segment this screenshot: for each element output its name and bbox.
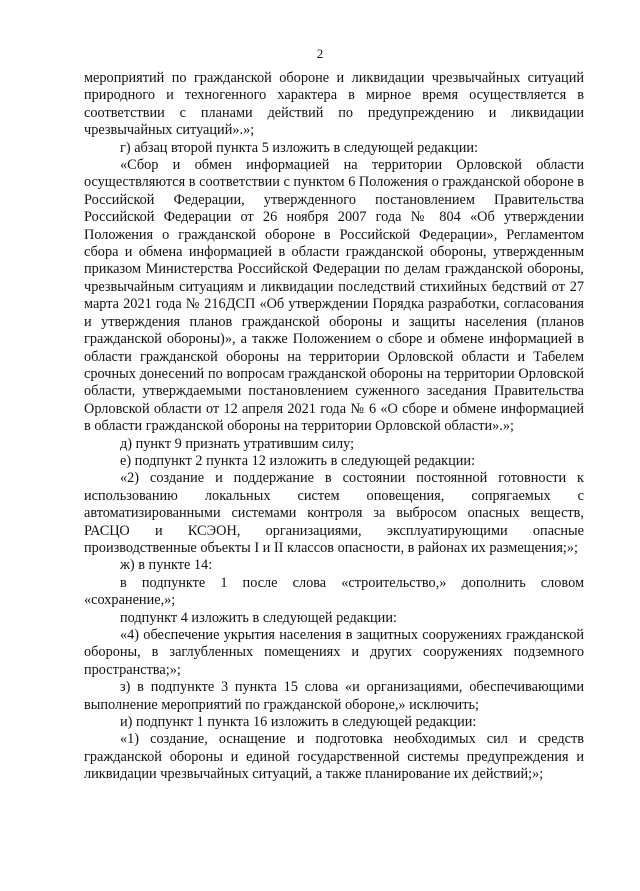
document-body [84,70,584,784]
paragraph-subitem-4-intro: подпункт 4 изложить в следующей редакции: [120,609,397,626]
paragraph-item-zh: ж) в пункте 14: [120,557,213,574]
paragraph-subitem-1-change: в подпункте 1 после слова «строительство,» дополнить словом «сохранение,»; [84,574,584,609]
paragraph-item-g: г) абзац второй пункта 5 изложить в следующей редакции: [120,139,478,156]
paragraph-quote-subitem-2: «2) создание и поддержание в состоянии постоянной готовности к использованию локальных систем оповещения, сопрягаемых с автоматизированными системами контроля за выбросом опасных веществ, РАСЦО и КСЭОН, организациями, эксплуатирующими опасные производственные объекты I и II классов опасности, в районах их размещения;»; [84,470,584,556]
paragraph-continuation: мероприятий по гражданской обороне и ликвидации чрезвычайных ситуаций природного и техногенного характера в мирное время осуществляется в соответствии с планами действий по предупреждению и ликвидации чрезвычайных ситуаций».»; [84,70,584,139]
page-number: 2 [316,46,324,61]
paragraph-item-z: з) в подпункте 3 пункта 15 слова «и организациями, обеспечивающими выполнение мероприятий по гражданской обороне,» исключить; [84,679,584,713]
paragraph-item-e: е) подпункт 2 пункта 12 изложить в следующей редакции: [120,452,476,469]
paragraph-quote-subitem-4: «4) обеспечение укрытия населения в защитных сооружениях гражданской обороны, в заглубленных помещениях и других сооружениях подземного пространства;»; [84,627,584,678]
paragraph-quote-subitem-1: «1) создание, оснащение и подготовка необходимых сил и средств гражданской обороны и единой государственной системы предупреждения и ликвидации чрезвычайных ситуаций, а также планирование их действий;»; [84,731,584,783]
paragraph-quote-info-exchange: «Сбор и обмен информацией на территории Орловской области осуществляются в соответствии с пунктом 6 Положения о гражданской обороне в Российской Федерации, утвержденного постановлением Правительства Российской Федерации от 26 ноября 2007 года № 804 «Об утверждении Положения о гражданской обороне в Российской Федерации», Регламентом сбора и обмена информацией в области гражданской обороны, утвержденным приказом Министерства Российской Федерации по делам гражданской обороны, чрезвычайным ситуациям и ликвидации последствий стихийных бедствий от 27 марта 2021 года № 216ДСП «Об утверждении Порядка разработки, согласования и утверждения планов гражданской обороны и защиты населения (планов гражданской обороны)», а также Положением о сборе и обмене информацией в области гражданской обороны на территории Орловской области и Табелем срочных донесений по вопросам гражданской обороны на территории Орловской области, утверждаемыми постановлением суженного заседания Правительства Орловской области от 12 апреля 2021 года № 6 «О сборе и обмене информацией в области гражданской обороны на территории Орловской области».»; [84,157,584,435]
paragraph-item-d: д) пункт 9 признать утратившим силу; [120,435,355,452]
paragraph-item-i: и) подпункт 1 пункта 16 изложить в следующей редакции: [120,714,477,731]
